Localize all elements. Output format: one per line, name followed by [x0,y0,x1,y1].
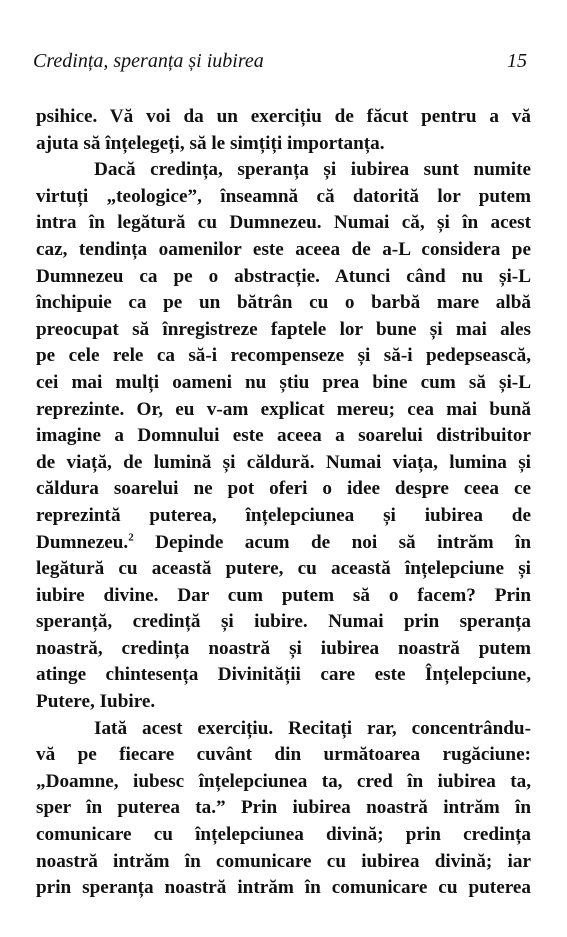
text-line-with-footnote [36,530,531,557]
text-line: caz, tendința oamenilor este aceea de a-L considera pe [36,238,531,260]
text-line: Dumnezeu ca pe o abstracție. Atunci când nu și-L [36,265,531,287]
text-line: comunicare cu înțelepciunea divină; prin credința [36,824,531,846]
text-line: Dacă credința, speranța și iubirea sunt numite [94,159,531,181]
chapter-title: Credința, speranța și iubirea [33,50,264,72]
text-line: noastră, credința noastră și iubirea noastră putem [36,637,531,659]
text-line: căldura soarelui ne pot oferi o idee despre ceea ce [36,478,531,500]
text-line: speranță, credință și iubire. Numai prin speranța [36,611,531,633]
text-line: prin speranța noastră intrăm în comunicare cu puterea [36,877,531,899]
text-line: pe cele rele ca să-i recompenseze și să-i pedepsească, [36,345,531,367]
text-line: legătură cu această putere, cu această înțelepciune și [36,558,531,580]
footnote-reference: 2 [128,531,134,544]
text-line: cei mai mulți oameni nu știu prea bine cum să și-L [36,371,531,393]
page-number: 15 [507,50,527,72]
text-line: „Doamne, iubesc înțelepciunea ta, cred în iubirea ta, [36,770,531,792]
text-line: psihice. Vă voi da un exercițiu de făcut pentru a vă [36,106,531,127]
text-line: ajuta să înțelegeți, să le simțiți importanța. [36,132,385,154]
text-line: de viață, de lumină și căldură. Numai viața, lumina și [36,451,531,473]
text-line: Putere, Iubire. [36,691,156,713]
text-line: intra în legătură cu Dumnezeu. Numai că, și în acest [36,212,531,234]
text-fragment: Depinde acum de noi să intrăm în [133,531,531,553]
text-line: Iată acest exercițiu. Recitați rar, concentrându- [94,717,531,739]
paragraph-3 [36,716,531,902]
text-line: virtuți „teologice”, înseamnă că datorită lor putem [36,185,531,207]
text-line: imagine a Domnului este aceea a soarelui distribuitor [36,425,531,447]
running-header [33,50,527,80]
paragraph-1 [36,104,531,157]
text-fragment: Dumnezeu. [36,531,129,553]
paragraph-2 [36,157,531,715]
text-line: sper în puterea ta.” Prin iubirea noastră intrăm în [36,797,531,819]
text-line: noastră intrăm în comunicare cu iubirea divină; iar [36,850,531,872]
text-line: atinge chintesența Divinității care este Înțelepciune, [36,664,531,686]
text-line: preocupat să înregistreze faptele lor bune și mai ales [36,318,531,340]
text-line: închipuie ca pe un bătrân cu o barbă mare albă [36,292,531,314]
text-line: vă pe fiecare cuvânt din următoarea rugăciune: [36,744,531,766]
body-text [36,104,531,902]
text-line: reprezintă puterea, înțelepciunea și iubirea de [36,504,531,526]
text-line: reprezinte. Or, eu v-am explicat mereu; cea mai bună [36,398,531,420]
text-line: iubire divine. Dar cum putem să o facem? Prin [36,584,531,606]
